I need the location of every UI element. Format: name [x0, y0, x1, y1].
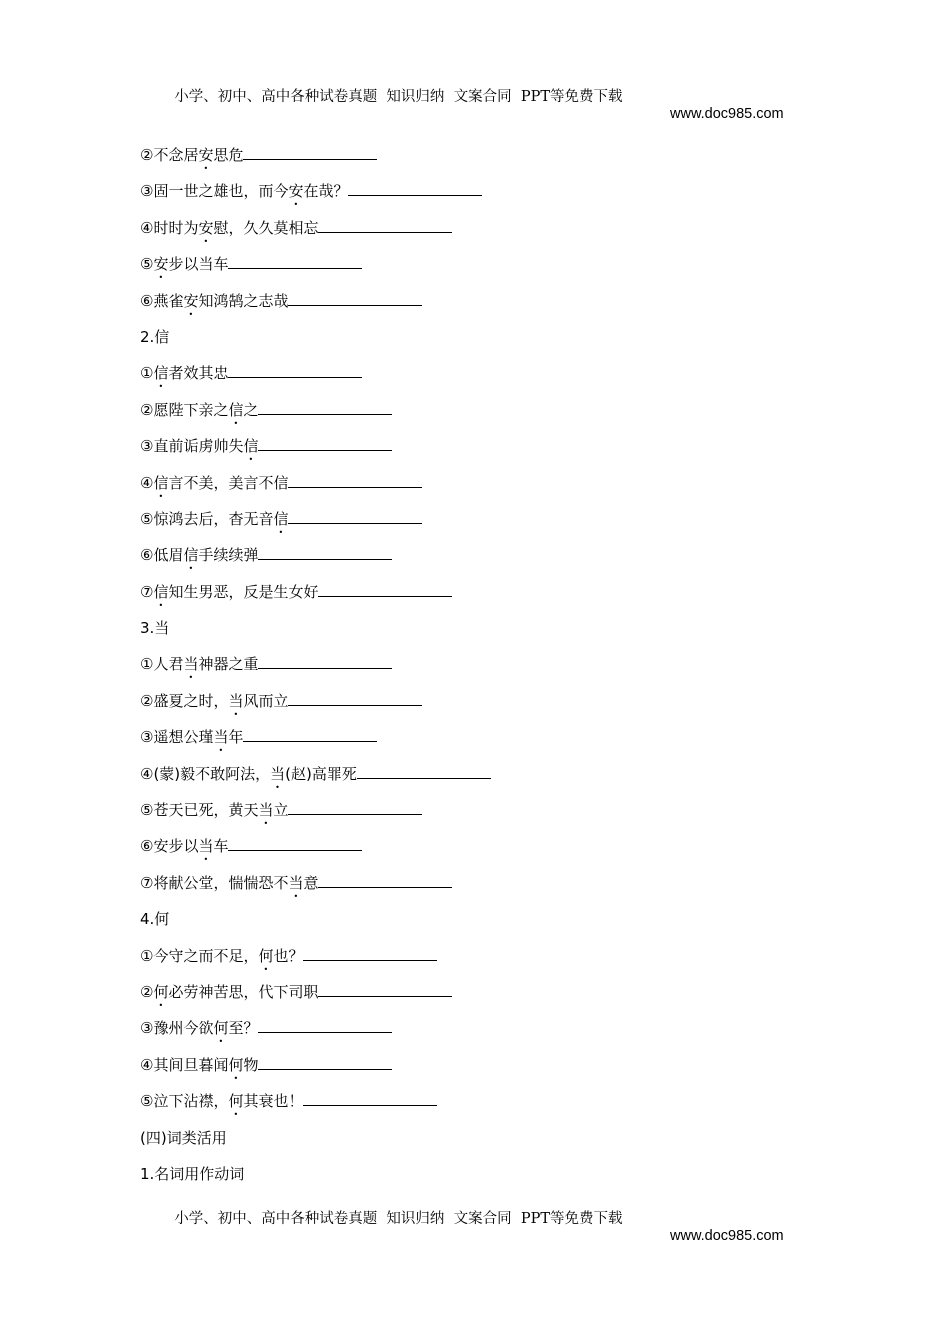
text-after: 手续续弹: [198, 546, 259, 565]
answer-blank[interactable]: [258, 400, 392, 415]
emphasized-char: 信: [243, 437, 259, 456]
page-header: [165, 69, 805, 122]
exercise-item: [140, 283, 491, 319]
answer-blank[interactable]: [288, 291, 422, 306]
text-after: 也？: [273, 946, 304, 965]
emphasized-char: 何: [213, 1019, 229, 1038]
exercise-item: [140, 428, 491, 464]
emphasized-char: 当: [258, 801, 274, 820]
text-before: ②愿陛下亲之: [140, 400, 229, 419]
answer-blank[interactable]: [243, 727, 377, 742]
answer-blank[interactable]: [258, 1055, 392, 1070]
exercise-item: [140, 974, 491, 1010]
text-after: 年: [228, 728, 244, 747]
section-heading: [140, 319, 491, 355]
emphasized-char: 信: [153, 582, 169, 601]
text-after: 神器之重: [198, 655, 259, 674]
header-url: www.doc985.com: [670, 106, 784, 122]
exercise-item: [140, 501, 491, 537]
text-after: 言不美，美言不信: [168, 473, 289, 492]
text-before: ⑤惊鸿去后，杳无音: [140, 509, 274, 528]
emphasized-char: 当: [270, 764, 286, 783]
answer-blank[interactable]: [258, 1018, 392, 1033]
exercise-item: [140, 683, 491, 719]
exercise-item: [140, 719, 491, 755]
text-before: (四)词类活用: [140, 1128, 227, 1147]
answer-blank[interactable]: [357, 764, 491, 779]
answer-blank[interactable]: [318, 218, 452, 233]
footer-text: 小学、初中、高中各种试卷真题 知识归纳 文案合同 PPT等免费下载: [174, 1211, 623, 1227]
exercise-item: [140, 246, 491, 282]
text-before: ②不念居: [140, 146, 199, 164]
answer-blank[interactable]: [318, 873, 452, 888]
section-heading: [140, 1120, 491, 1156]
text-before: ⑤苍天已死，黄天: [140, 801, 259, 820]
text-before: ②盛夏之时，: [140, 691, 229, 710]
answer-blank[interactable]: [348, 181, 482, 196]
text-after: 思危: [213, 146, 244, 164]
exercise-item: [140, 756, 491, 792]
exercise-item: [140, 355, 491, 391]
emphasized-char: 安: [153, 255, 169, 274]
exercise-item: [140, 173, 491, 209]
text-before: 4.何: [140, 910, 170, 929]
answer-blank[interactable]: [303, 946, 437, 961]
text-before: ⑦: [140, 582, 154, 601]
text-before: ③遥想公瑾: [140, 728, 214, 747]
text-before: ⑦将献公堂，惴惴恐不: [140, 873, 289, 892]
answer-blank[interactable]: [318, 582, 452, 597]
emphasized-char: 当: [228, 691, 244, 710]
text-after: 至？: [228, 1019, 259, 1038]
exercise-item: [140, 1047, 491, 1083]
exercise-item: [140, 537, 491, 573]
answer-blank[interactable]: [318, 982, 452, 997]
exercise-item: [140, 1010, 491, 1046]
exercise-item: [140, 465, 491, 501]
text-before: ⑤泣下沾襟，: [140, 1092, 229, 1111]
emphasized-char: 何: [153, 982, 169, 1001]
text-before: 2.信: [140, 327, 170, 346]
text-before: ③豫州今欲: [140, 1019, 214, 1038]
text-after: 知鸿鹄之志哉: [198, 291, 289, 310]
section-heading: [140, 901, 491, 937]
text-before: ⑥低眉: [140, 546, 184, 565]
text-before: ④其间旦暮闻: [140, 1055, 229, 1074]
emphasized-char: 信: [273, 509, 289, 528]
text-before: 3.当: [140, 619, 170, 638]
text-after: 必劳神苦思，代下司职: [168, 982, 319, 1001]
text-before: ①今守之而不足，: [140, 946, 259, 965]
text-after: (赵)高罪死: [285, 764, 357, 783]
text-after: 车: [213, 837, 229, 856]
emphasized-char: 当: [198, 837, 214, 856]
answer-blank[interactable]: [258, 654, 392, 669]
answer-blank[interactable]: [258, 436, 392, 451]
answer-blank[interactable]: [303, 1091, 437, 1106]
text-after: 风而立: [243, 691, 289, 710]
section-heading: [140, 1156, 491, 1192]
text-after: 之: [243, 400, 259, 419]
text-before: ④(蒙)毅不敢阿法，: [140, 764, 271, 783]
exercise-item: [140, 828, 491, 864]
exercise-item: [140, 210, 491, 246]
text-after: 其衰也！: [243, 1092, 304, 1111]
text-before: ⑥燕雀: [140, 291, 184, 310]
emphasized-char: 何: [258, 946, 274, 965]
exercise-item: [140, 938, 491, 974]
footer-url: www.doc985.com: [670, 1228, 784, 1244]
answer-blank[interactable]: [258, 545, 392, 560]
emphasized-char: 信: [183, 546, 199, 565]
document-body: [140, 137, 491, 1192]
text-before: ⑤: [140, 255, 154, 274]
text-after: 物: [243, 1055, 259, 1074]
exercise-item: [140, 574, 491, 610]
exercise-item: [140, 865, 491, 901]
answer-blank[interactable]: [228, 254, 362, 269]
answer-blank[interactable]: [288, 691, 422, 706]
text-after: 在哉？: [303, 182, 349, 201]
emphasized-char: 当: [183, 655, 199, 674]
header-text: 小学、初中、高中各种试卷真题 知识归纳 文案合同 PPT等免费下载: [174, 89, 623, 105]
text-after: 慰，久久莫相忘: [213, 218, 319, 237]
answer-blank[interactable]: [288, 509, 422, 524]
text-after: 意: [303, 873, 319, 892]
emphasized-char: 安: [198, 218, 214, 237]
emphasized-char: 安: [288, 182, 304, 201]
text-before: ④时时为: [140, 218, 199, 237]
exercise-item: [140, 137, 491, 173]
exercise-item: [140, 792, 491, 828]
text-after: 步以当车: [168, 255, 229, 274]
text-before: ②: [140, 982, 154, 1001]
exercise-item: [140, 646, 491, 682]
emphasized-char: 当: [213, 728, 229, 747]
answer-blank[interactable]: [288, 800, 422, 815]
answer-blank[interactable]: [288, 473, 422, 488]
text-before: ①人君: [140, 655, 184, 674]
exercise-item: [140, 392, 491, 428]
exercise-item: [140, 1083, 491, 1119]
text-before: ④: [140, 473, 154, 492]
emphasized-char: 何: [228, 1055, 244, 1074]
emphasized-char: 安: [183, 291, 199, 310]
text-before: ①: [140, 364, 154, 383]
emphasized-char: 安: [198, 146, 214, 164]
text-after: 立: [273, 801, 289, 820]
answer-blank[interactable]: [228, 363, 362, 378]
emphasized-char: 何: [228, 1092, 244, 1111]
text-before: ③固一世之雄也，而今: [140, 182, 289, 201]
emphasized-char: 信: [228, 400, 244, 419]
text-after: 者效其忠: [168, 364, 229, 383]
answer-blank[interactable]: [243, 145, 377, 160]
emphasized-char: 信: [153, 364, 169, 383]
emphasized-char: 信: [153, 473, 169, 492]
answer-blank[interactable]: [228, 836, 362, 851]
emphasized-char: 当: [288, 873, 304, 892]
text-after: 知生男恶，反是生女好: [168, 582, 319, 601]
text-before: 1.名词用作动词: [140, 1164, 245, 1183]
page-footer: [165, 1191, 805, 1244]
text-before: ⑥安步以: [140, 837, 199, 856]
text-before: ③直前诟虏帅失: [140, 437, 244, 456]
section-heading: [140, 610, 491, 646]
